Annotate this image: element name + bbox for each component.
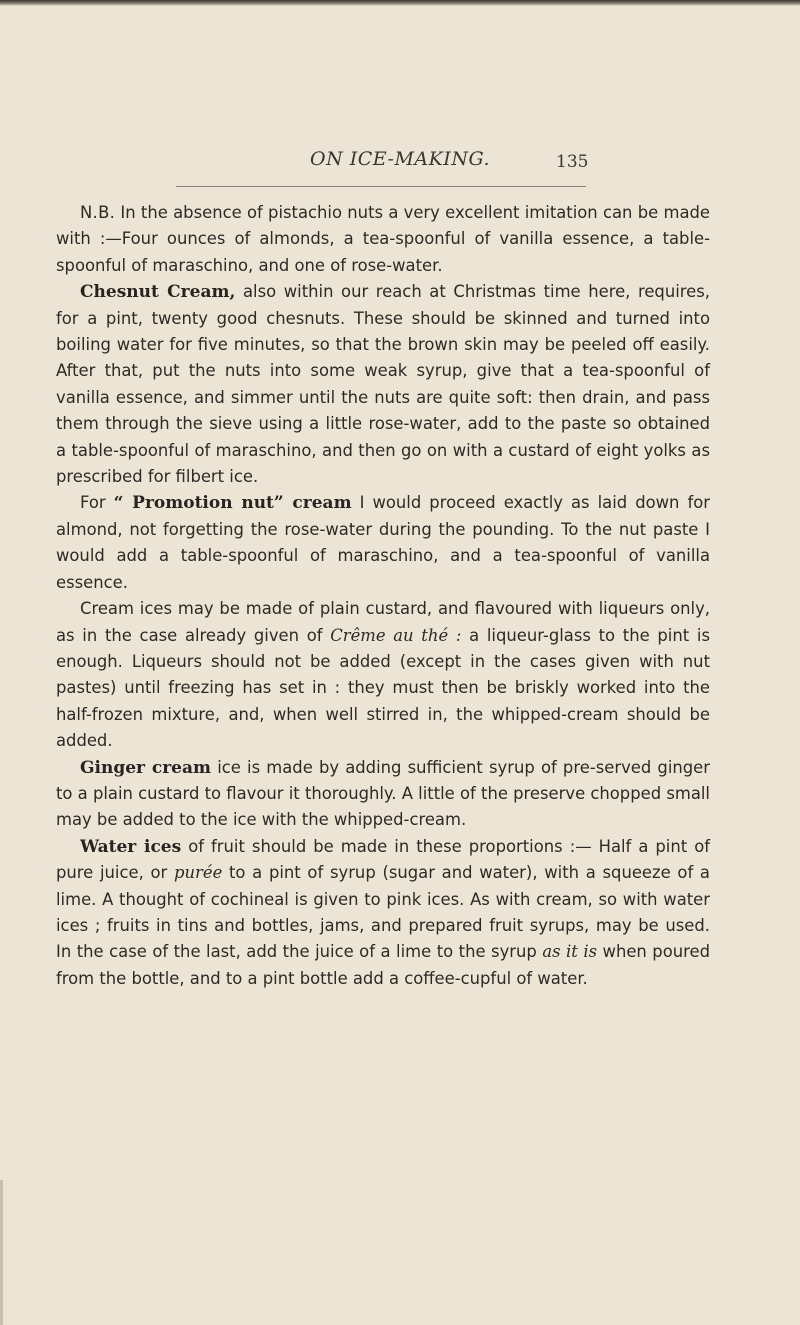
paragraph-cream-ices xyxy=(56,596,710,754)
water-ices-text-a: of fruit should be made in these proportions :— Half a pint of pure juice, or xyxy=(56,836,710,883)
paragraph-water-ices xyxy=(56,834,710,992)
ginger-cream-text: ice is made by adding sufficient syrup of pre-served ginger to a plain custard to flavour it thoroughly. A little of the preserve chopped small may be added to the ice with the whipped-cream. xyxy=(56,757,711,830)
puree-italic: purée xyxy=(173,863,223,883)
water-ices-heading: Water ices xyxy=(80,836,182,857)
cream-ices-text-b: a liqueur-glass to the pint is enough. Liqueurs should not be added (except in the cases given with nut pastes) until freezing has set in : they must then be briskly worked into the half-frozen mixture, and, when well stirred in, the whipped-cream should be added. xyxy=(56,625,710,751)
running-title: ON ICE-MAKING. xyxy=(310,148,490,170)
paragraph-nb xyxy=(56,200,710,279)
running-head xyxy=(0,148,800,178)
chesnut-cream-heading: Chesnut Cream, xyxy=(80,282,236,303)
paragraph-chesnut-cream xyxy=(56,279,710,490)
creme-au-the-italic: Crême au thé : xyxy=(330,625,462,645)
body-text xyxy=(56,200,710,992)
header-rule xyxy=(176,186,586,187)
paragraph-ginger-cream xyxy=(56,755,710,834)
ginger-cream-heading: Ginger cream xyxy=(80,757,212,778)
water-ices-text-c: when poured from the bottle, and to a pint bottle add a coffee-cupful of water. xyxy=(56,942,710,988)
promotion-nut-text: I would proceed exactly as laid down for almond, not forgetting the rose-water during the pounding. To the nut paste I would add a table-spoonful of maraschino, and a tea-spoonful of vanilla essence. xyxy=(56,493,710,592)
paragraph-nb-text: In the absence of pistachio nuts a very excellent imitation can be made with :—Four ounces of almonds, a tea-spoonful of vanilla essence, a table-spoonful of maraschino, and one of rose-water. xyxy=(56,203,710,275)
as-it-is-italic: as it is xyxy=(542,942,598,962)
nb-lead: N.B. xyxy=(80,203,116,222)
promotion-nut-heading: “ Promotion nut” cream xyxy=(113,493,352,514)
promotion-nut-pre: For xyxy=(80,493,114,513)
cream-ices-text-a: Cream ices may be made of plain custard, and flavoured with liqueurs only, as in the case already given of xyxy=(56,599,710,645)
water-ices-text-b: to a pint of syrup (sugar and water), with a squeeze of a lime. A thought of cochineal is given to pink ices. As with cream, so with water ices ; fruits in tins and bottles, jams, and prepared fruit syrups, may be used. In the case of the last, add the juice of a lime to the syrup xyxy=(56,863,710,962)
chesnut-cream-text: also within our reach at Christmas time here, requires, for a pint, twenty good chesnuts. These should be skinned and turned into boiling water for five minutes, so that the brown skin may be peeled off easily. After that, put the nuts into some weak syrup, give that a tea-spoonful of vanilla essence, and simmer until the nuts are quite soft: then drain, and pass them through the sieve using a little rose-water, add to the paste so obtained a table-spoonful of maraschino, and then go on with a custard of eight yolks as prescribed for filbert ice. xyxy=(56,282,710,487)
page-number: 135 xyxy=(556,152,589,172)
paragraph-promotion-nut xyxy=(56,490,710,596)
